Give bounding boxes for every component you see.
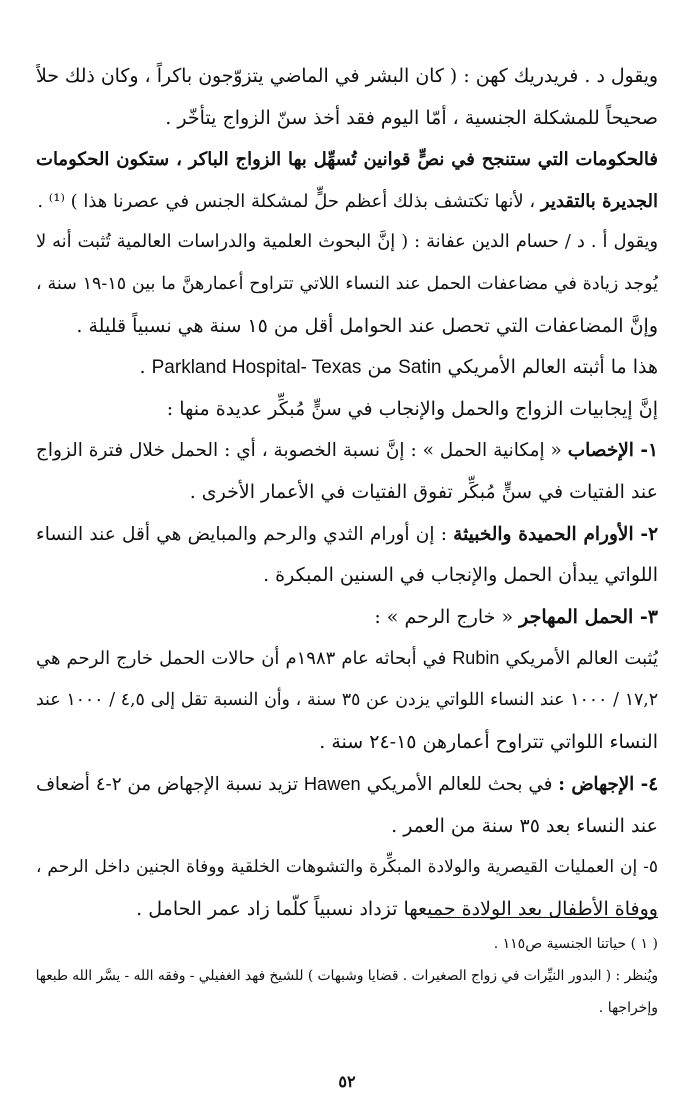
text-segment: « إمكانية الحمل » : إنَّ نسبة الخصوبة ، أي : الحمل خلال فترة الزواج [36,440,562,462]
text-line: وإنَّ المضاعفات التي تحصل عند الحوامل أقل من ١٥ سنة هي نسبياً قليلة . [76,314,658,337]
text-line [36,430,658,472]
text-line: عند النساء بعد ٣٥ سنة من العمر . [391,814,658,837]
latin-term: Satin [398,357,442,379]
text-segment: : إن أورام الثدي والرحم والمبايض هي أقل عند النساء [36,523,447,545]
text-line: صحيحاً للمشكلة الجنسية ، أمّا اليوم فقد أخذ سنّ الزواج يتأخّر . [165,106,658,129]
bold-phrase: ٤- الإجهاض : [558,774,658,796]
text-line: ٥- إن العمليات القيصرية والولادة المبكِّرة والتشوهات الخلقية ووفاة الجنين داخل الرحم ، [36,857,658,878]
footnote-separator [430,917,658,918]
text-line: عند الفتيات في سنٍّ مُبكِّر تفوق الفتيات في الأعمار الأخرى . [189,480,658,503]
text-line: إنَّ إيجابيات الزواج والحمل والإنجاب في سنٍّ مُبكِّر عديدة منها : [166,397,658,420]
footnote-line: ( ١ ) حياتنا الجنسية ص١١٥ . [493,936,658,952]
footnotes [36,928,658,1024]
main-text [36,56,658,930]
text-line: هذا ما أثبته العالم الأمريكي Satin من Parkland Hospital- Texas . [139,356,658,379]
text-line: ويقول أ . د / حسام الدين عفانة : ( إنَّ البحوث العلمية والدراسات العالمية تُثبت أنه لا [36,232,658,253]
text-segment: يُثبت العالم الأمريكي [505,648,658,670]
latin-term: Parkland Hospital- Texas [151,357,362,379]
text-line: اللواتي يبدأن الحمل والإنجاب في السنين المبكرة . [263,564,658,587]
footnote-line: ويُنظر : ( البدور النيِّرات في زواج الصغيرات . قضايا وشبهات ) للشيخ فهد الغفيلي - وفقه الله - يسَّر الله طبعها [36,968,658,984]
text-line [36,514,658,556]
bold-phrase: الجديرة بالتقدير [540,190,658,212]
bold-phrase: ٣- الحمل المهاجر [519,605,658,628]
text-segment: في بحث للعالم الأمريكي [366,774,553,796]
text-line [36,597,658,639]
text-line [36,181,658,223]
text-segment: في أبحاثه عام ١٩٨٣م أن حالات الحمل خارج الرحم هي [36,648,447,670]
bold-phrase: ١- الإخصاب [567,440,658,462]
latin-term: Rubin [452,648,500,669]
text-line: النساء اللواتي تتراوح أعمارهن ١٥-٢٤ سنة . [319,730,658,753]
text-segment: « خارج الرحم » : [374,605,514,628]
text-segment: من [367,356,393,379]
text-line: ووفاة الأطفال بعد الولادة جميعها تزداد نسبياً كلّما زاد عمر الحامل . [136,897,658,920]
text-line: فالحكومات التي ستنجح في نصٍّ قوانين تُسهِّل بها الزواج الباكر ، ستكون الحكومات [36,149,658,171]
bold-phrase: ٢- الأورام الحميدة والخبيثة [453,523,658,545]
text-line: يُوجد زيادة في مضاعفات الحمل عند النساء اللاتي تتراوح أعمارهنَّ ما بين ١٥-١٩ سنة ، [36,273,658,294]
footnote-line: وإخراجها . [598,1000,658,1016]
text-line [36,638,658,680]
text-segment: هذا ما أثبته العالم الأمريكي [447,356,658,379]
text-line [36,763,658,806]
latin-term: Hawen [303,773,361,795]
text-segment: ، لأنها تكتشف بذلك أعظم حلٍّ لمشكلة الجنس في عصرنا هذا ) ⁽¹⁾ . [37,190,536,212]
text-segment: تزيد نسبة الإجهاض من ٢-٤ أضعاف [36,774,298,796]
text-line: ويقول د . فريدريك كهن : ( كان البشر في الماضي يتزوّجون باكراً ، وكان ذلك حلاً [36,66,658,87]
text-line: ١٧,٢ / ١٠٠٠ عند النساء اللواتي يزدن عن ٣٥ سنة ، وأن النسبة تقل إلى ٤,٥ / ١٠٠٠ عند [36,689,658,710]
page-number: ٥٢ [338,1072,356,1091]
